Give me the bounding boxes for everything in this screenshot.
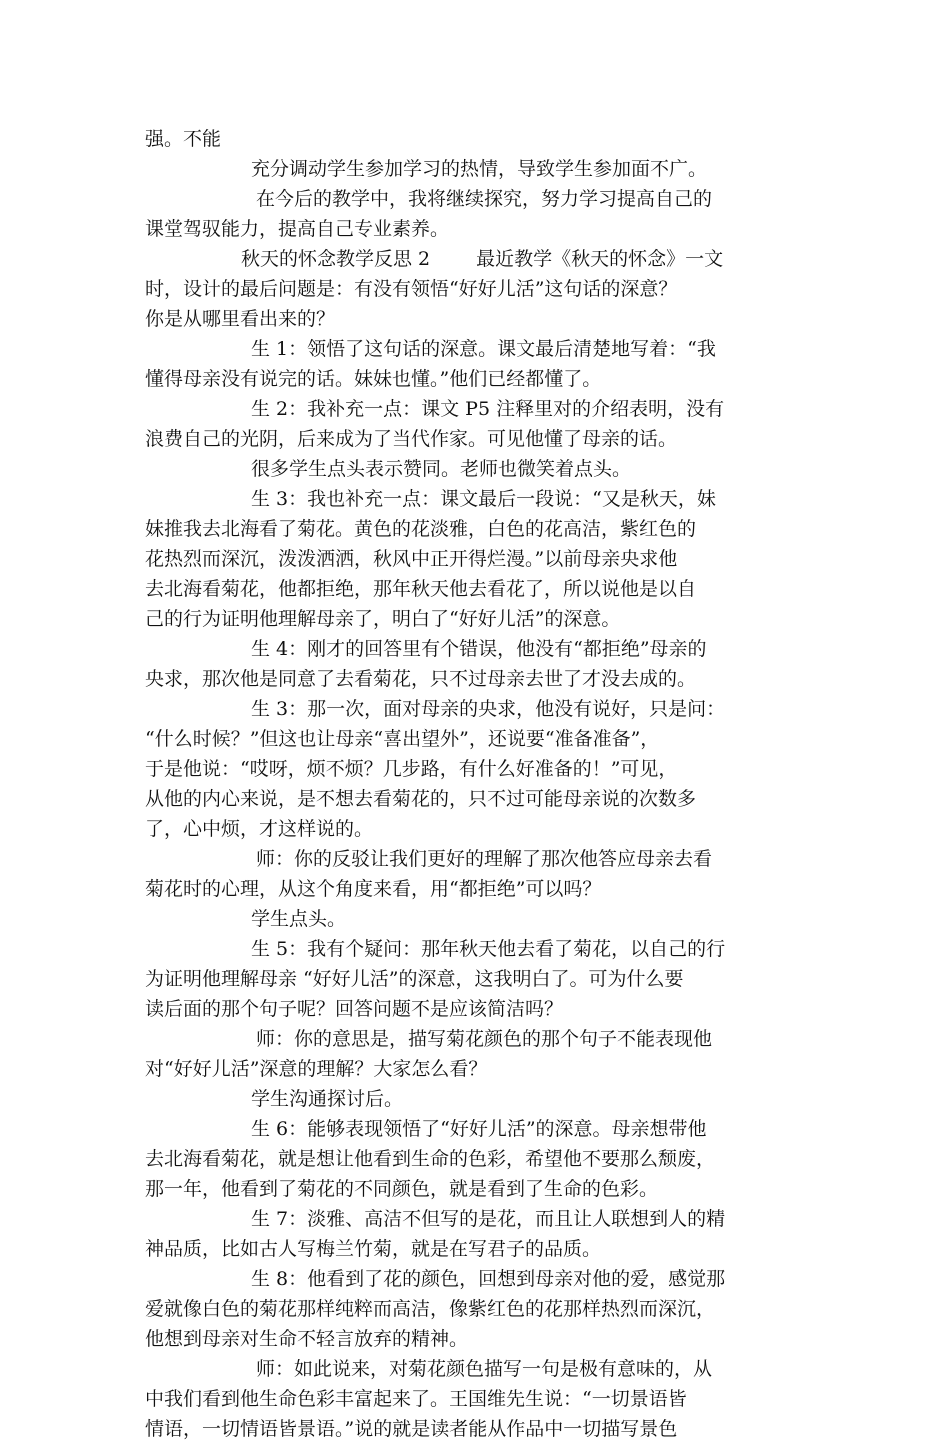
text-line: 己的行为证明他理解母亲了，明白了“好好儿活”的深意。 — [145, 608, 621, 630]
text-line: 你是从哪里看出来的？ — [145, 308, 336, 330]
text-line: 充分调动学生参加学习的热情，导致学生参加面不广。 — [251, 158, 708, 180]
text-line: 懂得母亲没有说完的话。妹妹也懂。”他们已经都懂了。 — [145, 368, 602, 390]
text-line: 学生点头。 — [251, 908, 347, 930]
text-line: 生 4：刚才的回答里有个错误，他没有“都拒绝”母亲的 — [251, 638, 707, 660]
text-line: 生 6：能够表现领悟了“好好儿活”的深意。母亲想带他 — [251, 1118, 707, 1140]
text-line: 生 3：我也补充一点：课文最后一段说：“又是秋天，妹 — [251, 488, 716, 510]
text-line: 情语，一切情语皆景语。”说的就是读者能从作品中一切描写景色 — [145, 1418, 678, 1440]
text-line: 中我们看到他生命色彩丰富起来了。王国维先生说：“一切景语皆 — [145, 1388, 687, 1410]
text-line: 生 7：淡雅、高洁不但写的是花，而且让人联想到人的精 — [251, 1208, 726, 1230]
text-line: 央求，那次他是同意了去看菊花，只不过母亲去世了才没去成的。 — [145, 668, 697, 690]
section-heading-line — [145, 244, 811, 274]
text-line: 生 1：领悟了这句话的深意。课文最后清楚地写着：“我 — [251, 338, 716, 360]
text-line: 了，心中烦，才这样说的。 — [145, 818, 374, 840]
text-line: 在今后的教学中，我将继续探究，努力学习提高自己的 — [256, 188, 713, 210]
text-line: 妹推我去北海看了菊花。黄色的花淡雅，白色的花高洁，紫红色的 — [145, 518, 697, 540]
text-line: 时，设计的最后问题是：有没有领悟“好好儿活”这句话的深意？ — [145, 278, 678, 300]
text-line: 从他的内心来说，是不想去看菊花的，只不过可能母亲说的次数多 — [145, 788, 697, 810]
text-segment: 最近教学《秋天的怀念》一文 — [476, 248, 724, 270]
text-line: 菊花时的心理，从这个角度来看，用“都拒绝”可以吗？ — [145, 878, 602, 900]
text-line: 为证明他理解母亲 “好好儿活”的深意，这我明白了。可为什么要 — [145, 968, 684, 990]
text-line: 强。不能 — [145, 128, 222, 150]
text-line: 很多学生点头表示赞同。老师也微笑着点头。 — [251, 458, 632, 480]
text-line: 师：你的意思是，描写菊花颜色的那个句子不能表现他 — [256, 1028, 713, 1050]
text-line: 那一年，他看到了菊花的不同颜色，就是看到了生命的色彩。 — [145, 1178, 659, 1200]
text-line: 生 2：我补充一点：课文 P5 注释里对的介绍表明，没有 — [251, 398, 725, 420]
text-line: 生 8：他看到了花的颜色，回想到母亲对他的爱，感觉那 — [251, 1268, 726, 1290]
text-line: 对“好好儿活”深意的理解？大家怎么看？ — [145, 1058, 488, 1080]
text-line: 神品质，比如古人写梅兰竹菊，就是在写君子的品质。 — [145, 1238, 602, 1260]
text-line: 花热烈而深沉，泼泼洒洒，秋风中正开得烂漫。”以前母亲央求他 — [145, 548, 678, 570]
text-line: “什么时候？”但这也让母亲“喜出望外”，还说要“准备准备”， — [145, 728, 660, 750]
section-title: 秋天的怀念教学反思 2 — [241, 248, 431, 270]
text-line: 师：如此说来，对菊花颜色描写一句是极有意味的，从 — [256, 1358, 713, 1380]
text-line: 生 5：我有个疑问：那年秋天他去看了菊花，以自己的行 — [251, 938, 726, 960]
text-line: 他想到母亲对生命不轻言放弃的精神。 — [145, 1328, 469, 1350]
body-text — [145, 124, 811, 1444]
text-line: 读后面的那个句子呢？回答问题不是应该简洁吗？ — [145, 998, 564, 1020]
text-line: 浪费自己的光阴，后来成为了当代作家。可见他懂了母亲的话。 — [145, 428, 678, 450]
text-line: 生 3：那一次，面对母亲的央求，他没有说好，只是问： — [251, 698, 726, 720]
text-line: 于是他说：“哎呀，烦不烦？几步路，有什么好准备的！”可见， — [145, 758, 678, 780]
text-line: 学生沟通探讨后。 — [251, 1088, 404, 1110]
text-line: 师：你的反驳让我们更好的理解了那次他答应母亲去看 — [256, 848, 713, 870]
text-line: 课堂驾驭能力，提高自己专业素养。 — [145, 218, 450, 240]
text-line: 去北海看菊花，就是想让他看到生命的色彩，希望他不要那么颓废， — [145, 1148, 716, 1170]
text-line: 爱就像白色的菊花那样纯粹而高洁，像紫红色的花那样热烈而深沉， — [145, 1298, 716, 1320]
text-line: 去北海看菊花，他都拒绝，那年秋天他去看花了，所以说他是以自 — [145, 578, 697, 600]
